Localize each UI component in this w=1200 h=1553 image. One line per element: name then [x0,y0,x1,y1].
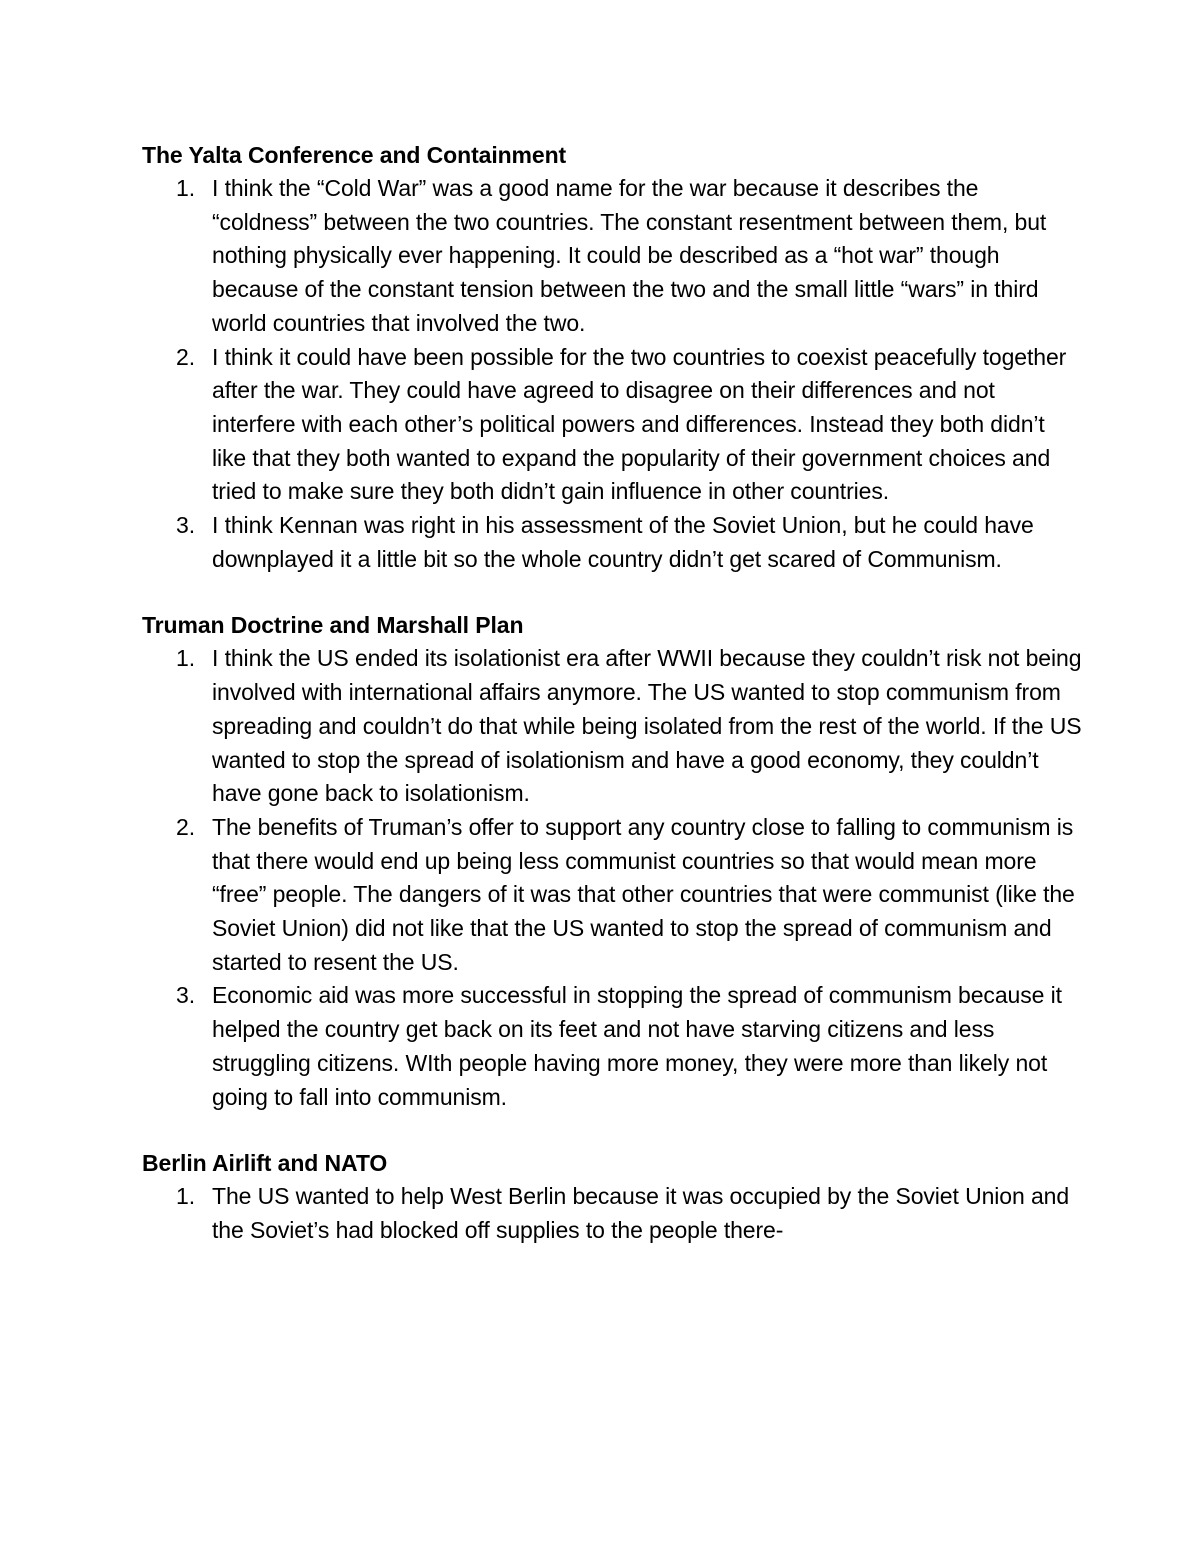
list-number: 1. [176,1183,195,1210]
section-yalta [142,138,1082,576]
list-item [142,1180,1082,1247]
list-item [142,811,1082,980]
list-item [142,341,1082,510]
section-title: Berlin Airlift and NATO [142,1150,388,1177]
list-item-text: I think it could have been possible for the two countries to coexist peacefully together after the war. They could have agreed to disagree on their differences and not interfere with each other’s political powers and differences. Instead they both didn’t like that they both wanted to expand the popularity of their government choices and tried to make sure they both didn’t gain influence in other countries. [212,343,1067,505]
list-item-text: Economic aid was more successful in stopping the spread of communism because it helped the country get back on its feet and not have starving citizens and less struggling citizens. WIth people having more money, they were more than likely not going to fall into communism. [212,982,1062,1110]
list-number: 1. [176,645,195,672]
section-truman [142,608,1082,1114]
list-item-text: I think the “Cold War” was a good name for the war because it describes the “coldness” between the two countries. The constant resentment between them, but nothing physically ever happening. It could be described as a “hot war” though because of the constant tension between the two and the small little “wars” in third world countries that involved the two. [212,175,1047,336]
list-item [142,172,1082,341]
list-number: 3. [176,982,195,1009]
list-item-text: The US wanted to help West Berlin because it was occupied by the Soviet Union and the Soviet’s had blocked off supplies to the people there- [212,1183,1070,1243]
document-page [142,138,1082,1280]
list-item [142,979,1082,1114]
list-number: 2. [176,343,195,370]
list-item [142,509,1082,576]
list-item-text: I think the US ended its isolationist era after WWII because they couldn’t risk not being involved with international affairs anymore. The US wanted to stop communism from spreading and couldn’t do that while being isolated from the rest of the world. If the US wanted to stop the spread of isolationism and have a good economy, they couldn’t have gone back to isolationism. [212,645,1082,807]
list-item-text: I think Kennan was right in his assessment of the Soviet Union, but he could have downplayed it a little bit so the whole country didn’t get scared of Communism. [212,512,1034,572]
numbered-list [142,642,1082,1114]
list-item [142,642,1082,811]
list-item-text: The benefits of Truman’s offer to support any country close to falling to communism is that there would end up being less communist countries so that would mean more “free” people. The dangers of it was that other countries that were communist (like the Soviet Union) did not like that the US wanted to stop the spread of communism and started to resent the US. [212,813,1075,975]
section-title: Truman Doctrine and Marshall Plan [142,612,524,639]
list-number: 3. [176,512,195,539]
list-number: 1. [176,175,195,201]
section-title: The Yalta Conference and Containment [142,142,567,168]
numbered-list [142,1180,1082,1247]
numbered-list [142,172,1082,576]
section-berlin [142,1146,1082,1247]
list-number: 2. [176,813,195,840]
